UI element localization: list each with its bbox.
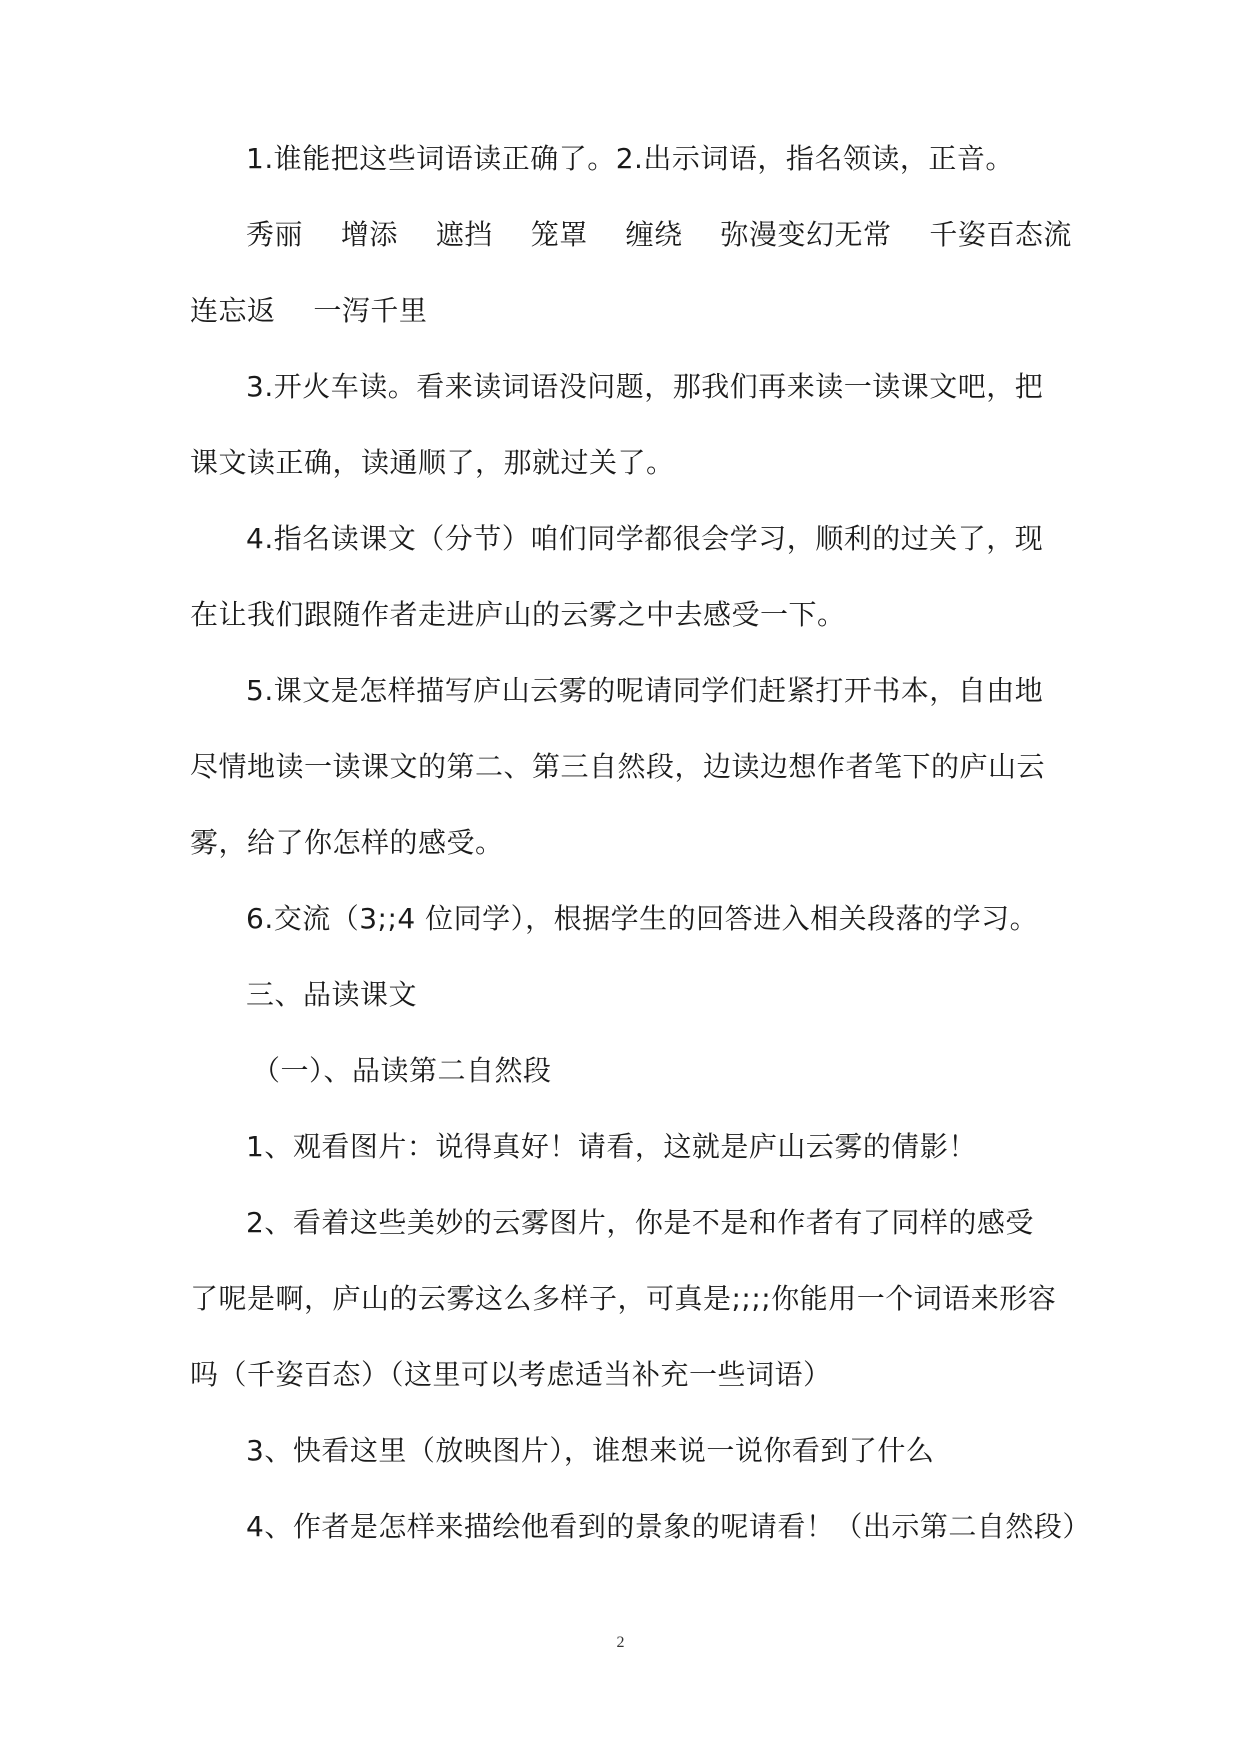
- paragraph-line: 吗（千姿百态）（这里可以考虑适当补充一些词语）: [190, 1358, 832, 1391]
- section-heading: 三、品读课文: [246, 978, 418, 1011]
- paragraph-line: 1、观看图片：说得真好！请看，这就是庐山云雾的倩影！: [246, 1130, 977, 1163]
- document-body: [190, 140, 1091, 1584]
- paragraph-line: 了呢是啊，庐山的云雾这么多样子，可真是;;;;你能用一个词语来形容: [190, 1282, 1057, 1315]
- subsection-heading: （一）、品读第二自然段: [252, 1054, 552, 1087]
- paragraph-line: 4.指名读课文（分节）咱们同学都很会学习，顺利的过关了，现: [246, 522, 1044, 555]
- paragraph-line: 课文读正确，读通顺了，那就过关了。: [190, 446, 675, 479]
- paragraph-line: 连忘返 一泻千里: [190, 294, 428, 327]
- paragraph-line: 2、看着这些美妙的云雾图片，你是不是和作者有了同样的感受: [246, 1206, 1034, 1239]
- paragraph-line: 1.谁能把这些词语读正确了。2.出示词语，指名领读，正音。: [246, 142, 1014, 175]
- paragraph-line: 6.交流（3;;4 位同学），根据学生的回答进入相关段落的学习。: [246, 902, 1039, 935]
- paragraph-line: 雾，给了你怎样的感受。: [190, 826, 504, 859]
- paragraph-line: 秀丽 增添 遮挡 笼罩 缠绕 弥漫变幻无常 千姿百态流: [246, 218, 1072, 251]
- paragraph-line: 在让我们跟随作者走进庐山的云雾之中去感受一下。: [190, 598, 846, 631]
- page-number: 2: [616, 1634, 625, 1651]
- paragraph-line: 4、作者是怎样来描绘他看到的景象的呢请看！（出示第二自然段）: [246, 1510, 1091, 1543]
- paragraph-line: 3、快看这里（放映图片），谁想来说一说你看到了什么: [246, 1434, 935, 1467]
- paragraph-line: 5.课文是怎样描写庐山云雾的呢请同学们赶紧打开书本，自由地: [246, 674, 1044, 707]
- paragraph-line: 尽情地读一读课文的第二、第三自然段，边读边想作者笔下的庐山云: [190, 750, 1046, 783]
- paragraph-line: 3.开火车读。看来读词语没问题，那我们再来读一读课文吧，把: [246, 370, 1044, 403]
